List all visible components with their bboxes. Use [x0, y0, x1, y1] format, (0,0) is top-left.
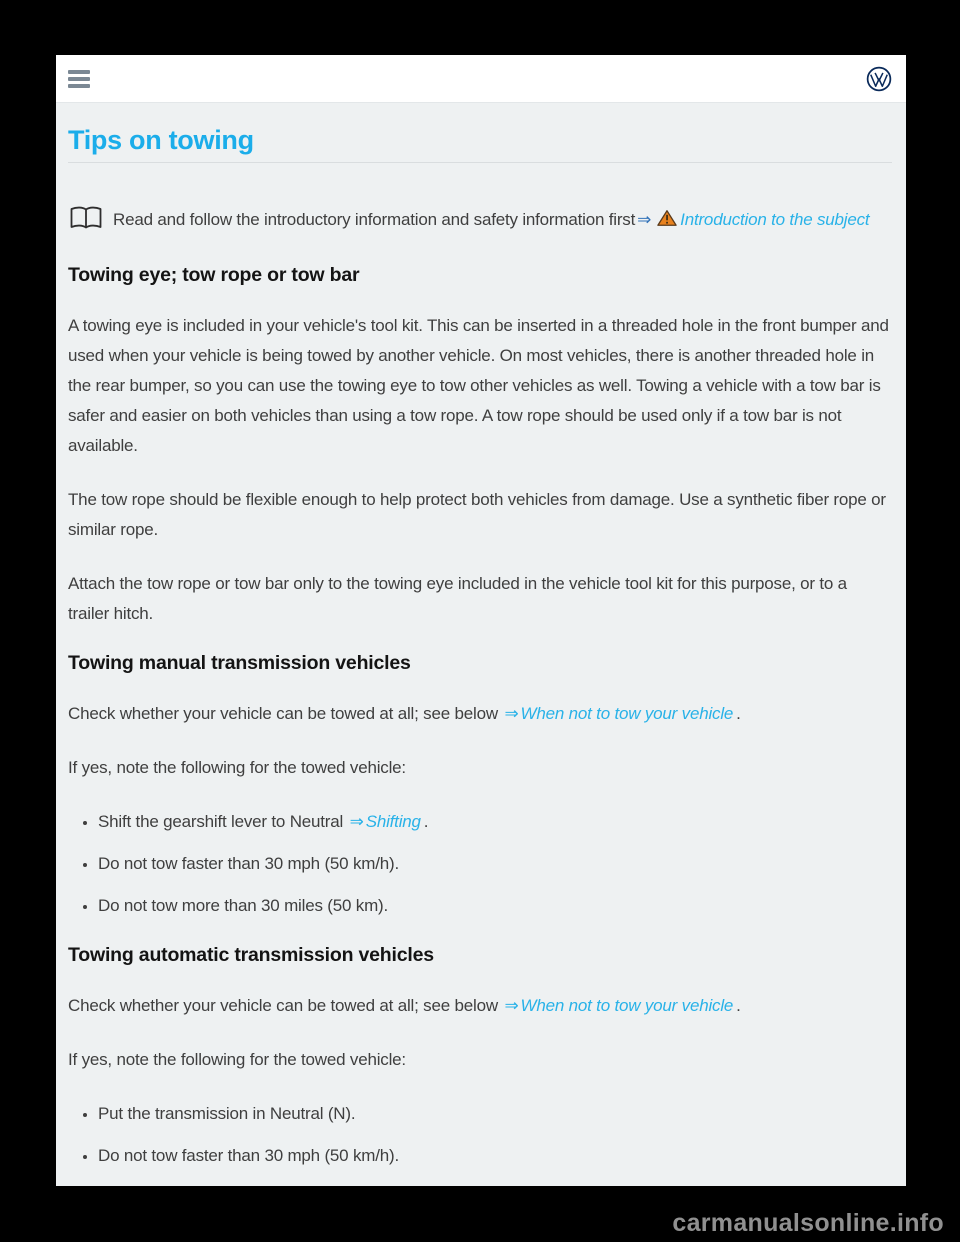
watermark: carmanualsonline.info — [672, 1209, 944, 1237]
intro-reference-link[interactable]: Introduction to the subject — [680, 210, 870, 229]
check-text: Check whether your vehicle can be towed at all; see below — [68, 996, 498, 1015]
check-paragraph: Check whether your vehicle can be towed at all; see below ⇒ When not to tow your vehicle . — [68, 704, 741, 723]
menu-button[interactable] — [68, 70, 90, 88]
list-item: • Put the transmission in Neutral (N). — [98, 1099, 892, 1129]
page-content — [56, 124, 906, 1171]
section-heading-manual-transmission: Towing manual transmission vehicles — [68, 652, 411, 674]
list-item: • Do not tow faster than 30 mph (50 km/h). — [98, 1141, 892, 1171]
manual-page — [56, 55, 906, 1186]
top-bar — [56, 55, 906, 103]
note-paragraph: If yes, note the following for the towed vehicle: — [68, 758, 406, 777]
check-text: Check whether your vehicle can be towed at all; see below — [68, 704, 498, 723]
list-item: • Do not tow faster than 30 mph (50 km/h). — [98, 849, 892, 879]
page-title: Tips on towing — [68, 125, 254, 155]
bullet-list-manual — [68, 807, 892, 921]
reference-arrow: ⇒ — [349, 812, 364, 831]
bullet-list-automatic — [68, 1099, 892, 1171]
reference-arrow: ⇒ — [504, 704, 519, 723]
reference-link-when-not-to-tow[interactable]: When not to tow your vehicle — [520, 704, 734, 723]
note-paragraph: If yes, note the following for the towed vehicle: — [68, 1050, 406, 1069]
intro-text: Read and follow the introductory information and safety information first — [113, 210, 636, 229]
check-paragraph: Check whether your vehicle can be towed at all; see below ⇒ When not to tow your vehicle . — [68, 996, 741, 1015]
vw-logo-icon — [866, 66, 892, 92]
paragraph: A towing eye is included in your vehicle's tool kit. This can be inserted in a threaded hole in the front bumper and used when your vehicle is being towed by another vehicle. On most vehicles, there is another threaded hole in the rear bumper, so you can use the towing eye to tow other vehicles as well. Towing a vehicle with a tow bar is safer and easier on both vehicles than using a tow rope. A tow rope should be used only if a tow bar is not available. — [68, 316, 889, 455]
paragraph: The tow rope should be flexible enough to help protect both vehicles from damage. Use a synthetic fiber rope or similar rope. — [68, 490, 886, 539]
section-heading-towing-eye: Towing eye; tow rope or tow bar — [68, 264, 360, 286]
list-item: • Shift the gearshift lever to Neutral ⇒ Shifting . — [98, 807, 892, 837]
section-heading-automatic-transmission: Towing automatic transmission vehicles — [68, 944, 434, 966]
reference-arrow: ⇒ — [504, 996, 519, 1015]
reference-link-shifting[interactable]: Shifting — [365, 812, 421, 831]
paragraph: Attach the tow rope or tow bar only to the towing eye included in the vehicle tool kit for this purpose, or to a trailer hitch. — [68, 574, 847, 623]
intro-paragraph — [68, 205, 892, 241]
title-divider — [68, 162, 892, 163]
list-item: • Do not tow more than 30 miles (50 km). — [98, 891, 892, 921]
warning-triangle-icon — [657, 207, 677, 237]
open-book-icon — [68, 205, 104, 241]
reference-arrow: ⇒ — [637, 210, 652, 229]
reference-link-when-not-to-tow[interactable]: When not to tow your vehicle — [520, 996, 734, 1015]
hamburger-icon — [68, 70, 90, 74]
